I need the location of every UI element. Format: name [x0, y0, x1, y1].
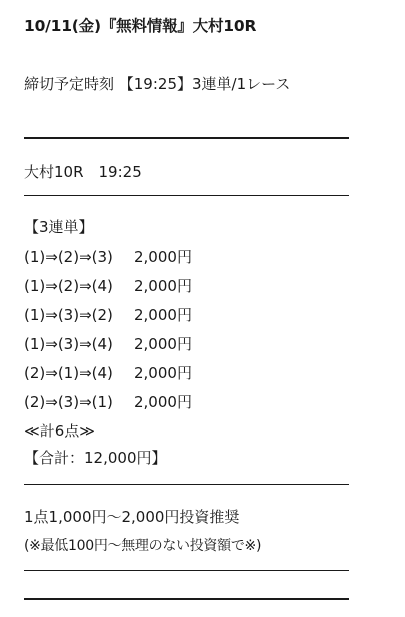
divider: [24, 570, 349, 571]
bet-combination: (2)⇒(3)⇒(1): [24, 393, 113, 411]
bet-list: [24, 243, 192, 417]
bet-row: [24, 359, 192, 388]
total-amount: 【合計：12,000円】: [24, 449, 167, 467]
bet-row: [24, 330, 192, 359]
deadline-info: 締切予定時刻 【19:25】3連単/1レース: [24, 75, 291, 93]
investment-recommendation: 1点1,000円〜2,000円投資推奨: [24, 508, 240, 526]
investment-note: (※最低100円〜無理のない投資額で※): [24, 538, 262, 554]
race-info: 大村10R 19:25: [24, 163, 142, 181]
bet-amount: 2,000円: [134, 393, 192, 411]
bet-amount: 2,000円: [134, 248, 192, 266]
page-title: 10/11(金)『無料情報』大村10R: [24, 17, 257, 35]
divider: [24, 598, 349, 600]
bet-combination: (1)⇒(2)⇒(4): [24, 277, 113, 295]
bet-row: [24, 272, 192, 301]
bet-combination: (1)⇒(3)⇒(4): [24, 335, 113, 353]
divider: [24, 195, 349, 196]
bet-row: [24, 388, 192, 417]
bet-row: [24, 243, 192, 272]
divider: [24, 137, 349, 139]
bet-row: [24, 301, 192, 330]
divider: [24, 484, 349, 485]
points-count: ≪計6点≫: [24, 422, 95, 440]
bet-combination: (2)⇒(1)⇒(4): [24, 364, 113, 382]
bet-amount: 2,000円: [134, 277, 192, 295]
bet-combination: (1)⇒(3)⇒(2): [24, 306, 113, 324]
bet-amount: 2,000円: [134, 335, 192, 353]
bet-combination: (1)⇒(2)⇒(3): [24, 248, 113, 266]
bet-amount: 2,000円: [134, 364, 192, 382]
bet-amount: 2,000円: [134, 306, 192, 324]
bet-type-heading: 【3連単】: [24, 218, 94, 236]
